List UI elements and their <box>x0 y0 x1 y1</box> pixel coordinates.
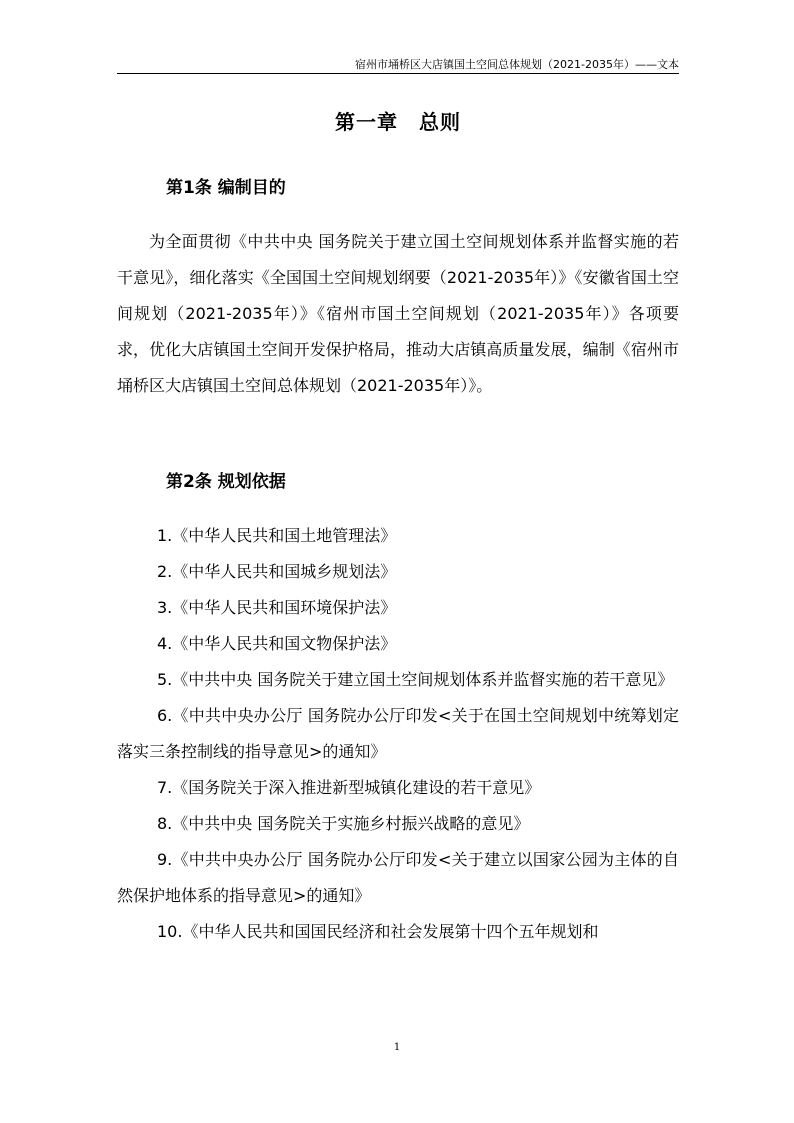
list-item: 9.《中共中央办公厅 国务院办公厅印发<关于建立以国家公园为主体的自然保护地体系的指导意见>的通知》 <box>117 850 679 905</box>
list-item: 1.《中华人民共和国土地管理法》 <box>157 526 397 545</box>
list-item: 2.《中华人民共和国城乡规划法》 <box>157 562 397 581</box>
article-1-paragraph: 为全面贯彻《中共中央 国务院关于建立国土空间规划体系并监督实施的若干意见》，细化落实《全国国土空间规划纲要（2021-2035年）》《安徽省国土空间规划（2021-2035年）》《宿州市国土空间规划（2021-2035年）》各项要求，优化大店镇国土空间开发保护格局，推动大店镇高质量发展，编制《宿州市埇桥区大店镇国土空间总体规划（2021-2035年）》。 <box>117 232 679 395</box>
header-divider <box>117 73 679 74</box>
article-2-body <box>117 518 679 950</box>
list-item: 3.《中华人民共和国环境保护法》 <box>157 598 397 617</box>
list-item: 10.《中华人民共和国国民经济和社会发展第十四个五年规划和 <box>157 922 599 941</box>
list-item: 8.《中共中央 国务院关于实施乡村振兴战略的意见》 <box>157 814 530 833</box>
regulation-list <box>117 518 679 950</box>
list-item: 6.《中共中央办公厅 国务院办公厅印发<关于在国土空间规划中统筹划定落实三条控制线的指导意见>的通知》 <box>117 706 679 761</box>
chapter-title: 第一章 总则 <box>335 110 461 134</box>
article-1-heading: 第1条 编制目的 <box>166 178 286 198</box>
article-2-heading: 第2条 规划依据 <box>166 472 286 492</box>
page-number: 1 <box>393 1042 401 1053</box>
list-item: 4.《中华人民共和国文物保护法》 <box>157 634 397 653</box>
running-header: 宿州市埇桥区大店镇国土空间总体规划（2021-2035年）——文本 <box>355 58 679 71</box>
list-item: 5.《中共中央 国务院关于建立国土空间规划体系并监督实施的若干意见》 <box>157 670 674 689</box>
article-1-body <box>117 224 679 404</box>
list-item: 7.《国务院关于深入推进新型城镇化建设的若干意见》 <box>157 778 541 797</box>
